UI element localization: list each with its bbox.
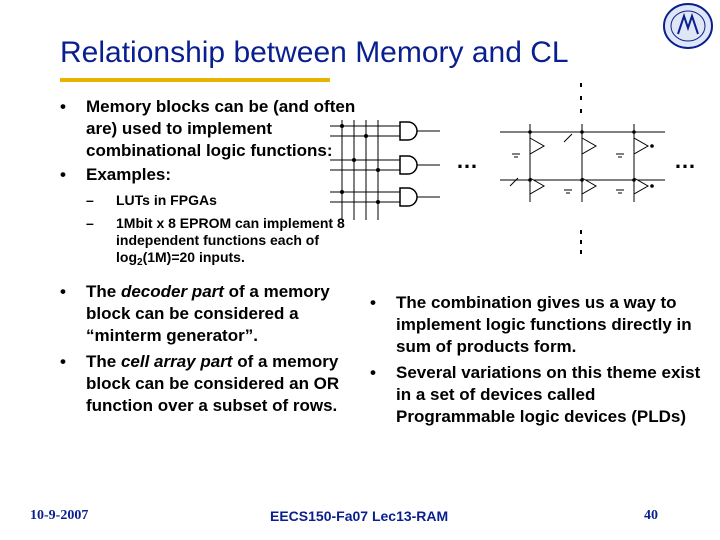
word-lines: [417, 131, 440, 197]
and-gates: [400, 122, 417, 206]
footer-page-number: 40: [644, 508, 658, 523]
sub-bullet-luts: – LUTs in FPGAs: [86, 192, 217, 208]
bullet-cell-array-part: • The cell array part of a memory block can be considered an OR function over a subset of rows.: [60, 352, 340, 415]
bullet-examples: • Examples:: [60, 165, 172, 184]
examples-list: [58, 192, 358, 271]
bullet-memory-blocks: • Memory blocks can be (and often are) used to implement combinational logic functions:: [60, 97, 356, 160]
left-column: [58, 96, 358, 419]
footer-date: 10-9-2007: [30, 508, 89, 523]
cell-array-ellipsis: …: [674, 148, 696, 173]
title-underline: [60, 78, 330, 82]
footer-course: EECS150-Fa07 Lec13-RAM: [270, 508, 449, 524]
memory-logic-diagram: [330, 80, 710, 265]
vertical-ellipsis-top: [580, 83, 582, 113]
bullet-combination: • The combination gives us a way to implement logic functions directly in sum of products form.: [370, 293, 692, 356]
slide-title: Relationship between Memory and CL: [60, 36, 569, 69]
bullet-variations: • Several variations on this theme exist in a set of devices called Programmable logic devices (PLDs): [370, 363, 701, 426]
decoder-ellipsis: …: [456, 148, 478, 173]
right-column: [368, 292, 713, 430]
university-seal-icon: [662, 2, 714, 50]
vertical-ellipsis-bottom: [580, 230, 582, 254]
bullet-decoder-part: • The decoder part of a memory block can be considered a “minterm generator”.: [60, 282, 330, 345]
sub-bullet-eprom: – 1Mbit x 8 EPROM can implement 8 independent functions each of $\log_2(1M)=20$ inputs.: [86, 215, 345, 268]
cell-array: [500, 124, 665, 202]
